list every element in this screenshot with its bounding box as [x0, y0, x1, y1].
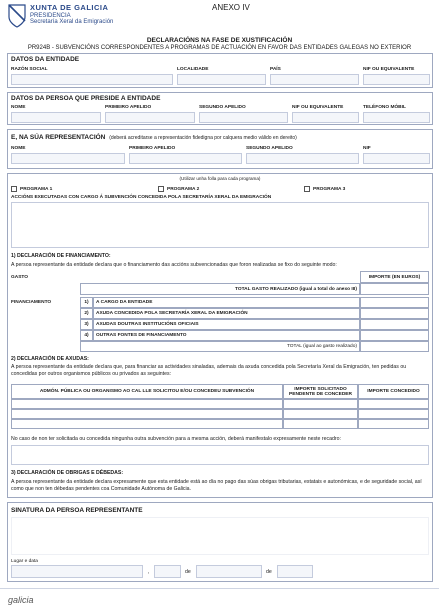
- president-section: [7, 92, 433, 125]
- financing-total-label: TOTAL (igual ao gasto realizado): [80, 341, 360, 352]
- aid-row-2-organism[interactable]: [11, 409, 283, 419]
- financing-row-1-label: A CARGO DA ENTIDADE: [93, 297, 360, 308]
- footer-galicia-logo: galicia: [8, 595, 34, 605]
- pais-field[interactable]: [270, 74, 359, 85]
- president-name-field[interactable]: [11, 112, 101, 123]
- representative-second-surname-field[interactable]: [246, 153, 359, 164]
- aid-row-2-granted[interactable]: [358, 409, 429, 419]
- razon-social-label: RAZÓN SOCIAL: [11, 67, 48, 72]
- total-expense-label: TOTAL GASTO REALIZADO (igual a total do anexo III): [80, 283, 360, 295]
- month-field[interactable]: [196, 565, 262, 578]
- president-phone-field[interactable]: [363, 112, 430, 123]
- financing-row-2-amount[interactable]: [360, 308, 429, 319]
- entity-nif-label: NIF OU EQUIVALENTE: [363, 67, 415, 72]
- total-expense-field[interactable]: [360, 283, 429, 295]
- representative-name-label: NOME: [11, 146, 26, 151]
- place-comma: ,: [148, 569, 150, 575]
- program-1-checkbox[interactable]: [11, 186, 17, 192]
- obligations-heading: 3) DECLARACIÓN DE OBRIGAS E DÉBEDAS:: [11, 470, 124, 476]
- brand-name: XUNTA DE GALICIA: [30, 3, 109, 12]
- financing-label: FINANCIAMENTO: [11, 300, 52, 305]
- representative-nif-label: NIF: [363, 146, 371, 151]
- place-field[interactable]: [11, 565, 143, 578]
- document-title: DECLARACIÓNS NA FASE DE XUSTIFICACIÓN: [146, 37, 293, 44]
- brand-dept: PRESIDENCIA: [30, 13, 71, 19]
- financing-heading: 1) DECLARACIÓN DE FINANCIAMENTO:: [11, 253, 111, 259]
- aid-row-2-requested[interactable]: [283, 409, 358, 419]
- president-first-surname-field[interactable]: [105, 112, 195, 123]
- year-field[interactable]: [277, 565, 313, 578]
- actions-field[interactable]: [11, 202, 429, 248]
- representative-first-surname-field[interactable]: [129, 153, 242, 164]
- footer-divider: [0, 588, 439, 589]
- representative-heading: [11, 134, 297, 142]
- no-aid-field[interactable]: [11, 445, 429, 465]
- brand-block: [30, 3, 113, 25]
- president-name-label: NOME: [11, 105, 26, 110]
- program-2-label: PROGRAMA 2: [167, 187, 200, 192]
- brand-subdept: Secretaría Xeral da Emigración: [30, 19, 114, 25]
- actions-label: ACCIÓNS EXECUTADAS CON CARGO Á SUBVENCIÓN CONCEDIDA POLA SECRETARÍA XERAL DA EMIGRACIÓN: [11, 195, 272, 200]
- date-de-1: de: [185, 569, 191, 575]
- program-1-label: PROGRAMA 1: [20, 187, 53, 192]
- entity-nif-field[interactable]: [363, 74, 430, 85]
- financing-row-1-amount[interactable]: [360, 297, 429, 308]
- day-field[interactable]: [154, 565, 181, 578]
- president-second-surname-field[interactable]: [199, 112, 288, 123]
- program-2-checkbox[interactable]: [158, 186, 164, 192]
- representative-note: (deberá acreditarse a representación fidedigna por calquera medio válido en dereito): [109, 135, 297, 141]
- representative-section: [7, 129, 433, 169]
- date-de-2: de: [266, 569, 272, 575]
- financing-row-4-number: 4): [80, 330, 93, 341]
- aid-text: A persoa representante da entidade declara que, para financiar as actividades sinaladas, ademais da axuda concedida pola Secretaría Xeral da Emigración, ten pedidas ou concedidas por outros organismos públicos ou privados as seguintes:: [11, 364, 407, 377]
- aid-row-1-requested[interactable]: [283, 399, 358, 409]
- representative-second-surname-label: SEGUNDO APELIDO: [246, 146, 293, 151]
- entity-section: [7, 53, 433, 88]
- financing-row-4-label: OUTRAS FONTES DE FINANCIAMENTO: [93, 330, 360, 341]
- document-subtitle: PR924B - SUBVENCIÓNS CORRESPONDENTES A PROGRAMAS DE ACTUACIÓN EN FAVOR DAS ENTIDADES GALEGAS NO EXTERIOR: [27, 45, 412, 51]
- aid-col-requested-header: IMPORTE SOLICITADO PENDENTE DE CONCEDER: [283, 384, 358, 399]
- entity-heading: DATOS DA ENTIDADE: [11, 56, 80, 63]
- financing-text: A persoa representante da entidade declara que o financiamento das accións subvencionadas que foron realizadas se fixo do seguinte modo:: [11, 262, 337, 268]
- aid-row-3-requested[interactable]: [283, 419, 358, 429]
- aid-row-1-granted[interactable]: [358, 399, 429, 409]
- program-3-label: PROGRAMA 3: [313, 187, 346, 192]
- financing-row-3-amount[interactable]: [360, 319, 429, 330]
- financing-row-3-number: 3): [80, 319, 93, 330]
- aid-col-granted-header: IMPORTE CONCEDIDO: [358, 384, 429, 399]
- localidade-label: LOCALIDADE: [177, 67, 209, 72]
- representative-name-field[interactable]: [11, 153, 125, 164]
- annex-label: ANEXO IV: [212, 3, 250, 12]
- representative-heading-text: E, NA SÚA REPRESENTACIÓN: [11, 134, 106, 141]
- signature-heading: SINATURA DA PERSOA REPRESENTANTE: [11, 507, 143, 514]
- razon-social-field[interactable]: [11, 74, 173, 85]
- program-3-checkbox[interactable]: [304, 186, 310, 192]
- representative-first-surname-label: PRIMEIRO APELIDO: [129, 146, 176, 151]
- expense-label: GASTO: [11, 275, 28, 280]
- signature-area[interactable]: [11, 517, 429, 555]
- president-phone-label: TELÉFONO MÓBIL: [363, 105, 406, 110]
- aid-row-1-organism[interactable]: [11, 399, 283, 409]
- president-first-surname-label: PRIMEIRO APELIDO: [105, 105, 152, 110]
- place-date-label: Lugar e data: [11, 559, 38, 564]
- representative-nif-field[interactable]: [363, 153, 430, 164]
- programs-note: (Utilizar unha folla para cada programa): [179, 176, 261, 181]
- declarations-section: [7, 173, 433, 498]
- pais-label: PAÍS: [270, 67, 281, 72]
- localidade-field[interactable]: [177, 74, 266, 85]
- president-nif-field[interactable]: [292, 112, 359, 123]
- president-second-surname-label: SEGUNDO APELIDO: [199, 105, 246, 110]
- financing-row-2-number: 2): [80, 308, 93, 319]
- financing-row-1-number: 1): [80, 297, 93, 308]
- president-heading: DATOS DA PERSOA QUE PRESIDE A ENTIDADE: [11, 95, 161, 102]
- obligations-text: A persoa representante da entidade declara expresamente que esta entidade está ao día no pago das súas obrigas tributarias, estatais e autonómicas, e de seguridade social, así como que non ten débedas pendentes coa Comunidade Autónoma de Galicia.: [11, 479, 422, 492]
- aid-row-3-granted[interactable]: [358, 419, 429, 429]
- financing-total-field[interactable]: [360, 341, 429, 352]
- financing-row-4-amount[interactable]: [360, 330, 429, 341]
- page-header: [0, 0, 439, 34]
- aid-heading: 2) DECLARACIÓN DE AXUDAS:: [11, 356, 89, 362]
- amount-header: IMPORTE (EN EUROS): [360, 271, 429, 283]
- signature-section: [7, 502, 433, 582]
- xunta-shield-icon: [7, 3, 27, 29]
- no-aid-text: No caso de non ter solicitada ou concedida ningunha outra subvención para a mesma acción, deberá manifestalo expresamente neste recadro:: [11, 436, 341, 442]
- president-nif-label: NIF OU EQUIVALENTE: [292, 105, 344, 110]
- aid-col-organism-header: ADMÓN. PÚBLICA OU ORGANISMO AO CAL LLE SOLICITOU E/OU CONCEDEU SUBVENCIÓN: [11, 384, 283, 399]
- financing-row-2-label: AXUDA CONCEDIDA POLA SECRETARÍA XERAL DA EMIGRACIÓN: [93, 308, 360, 319]
- financing-row-3-label: AXUDAS DOUTRAS INSTITUCIÓNS OFICIAIS: [93, 319, 360, 330]
- aid-row-3-organism[interactable]: [11, 419, 283, 429]
